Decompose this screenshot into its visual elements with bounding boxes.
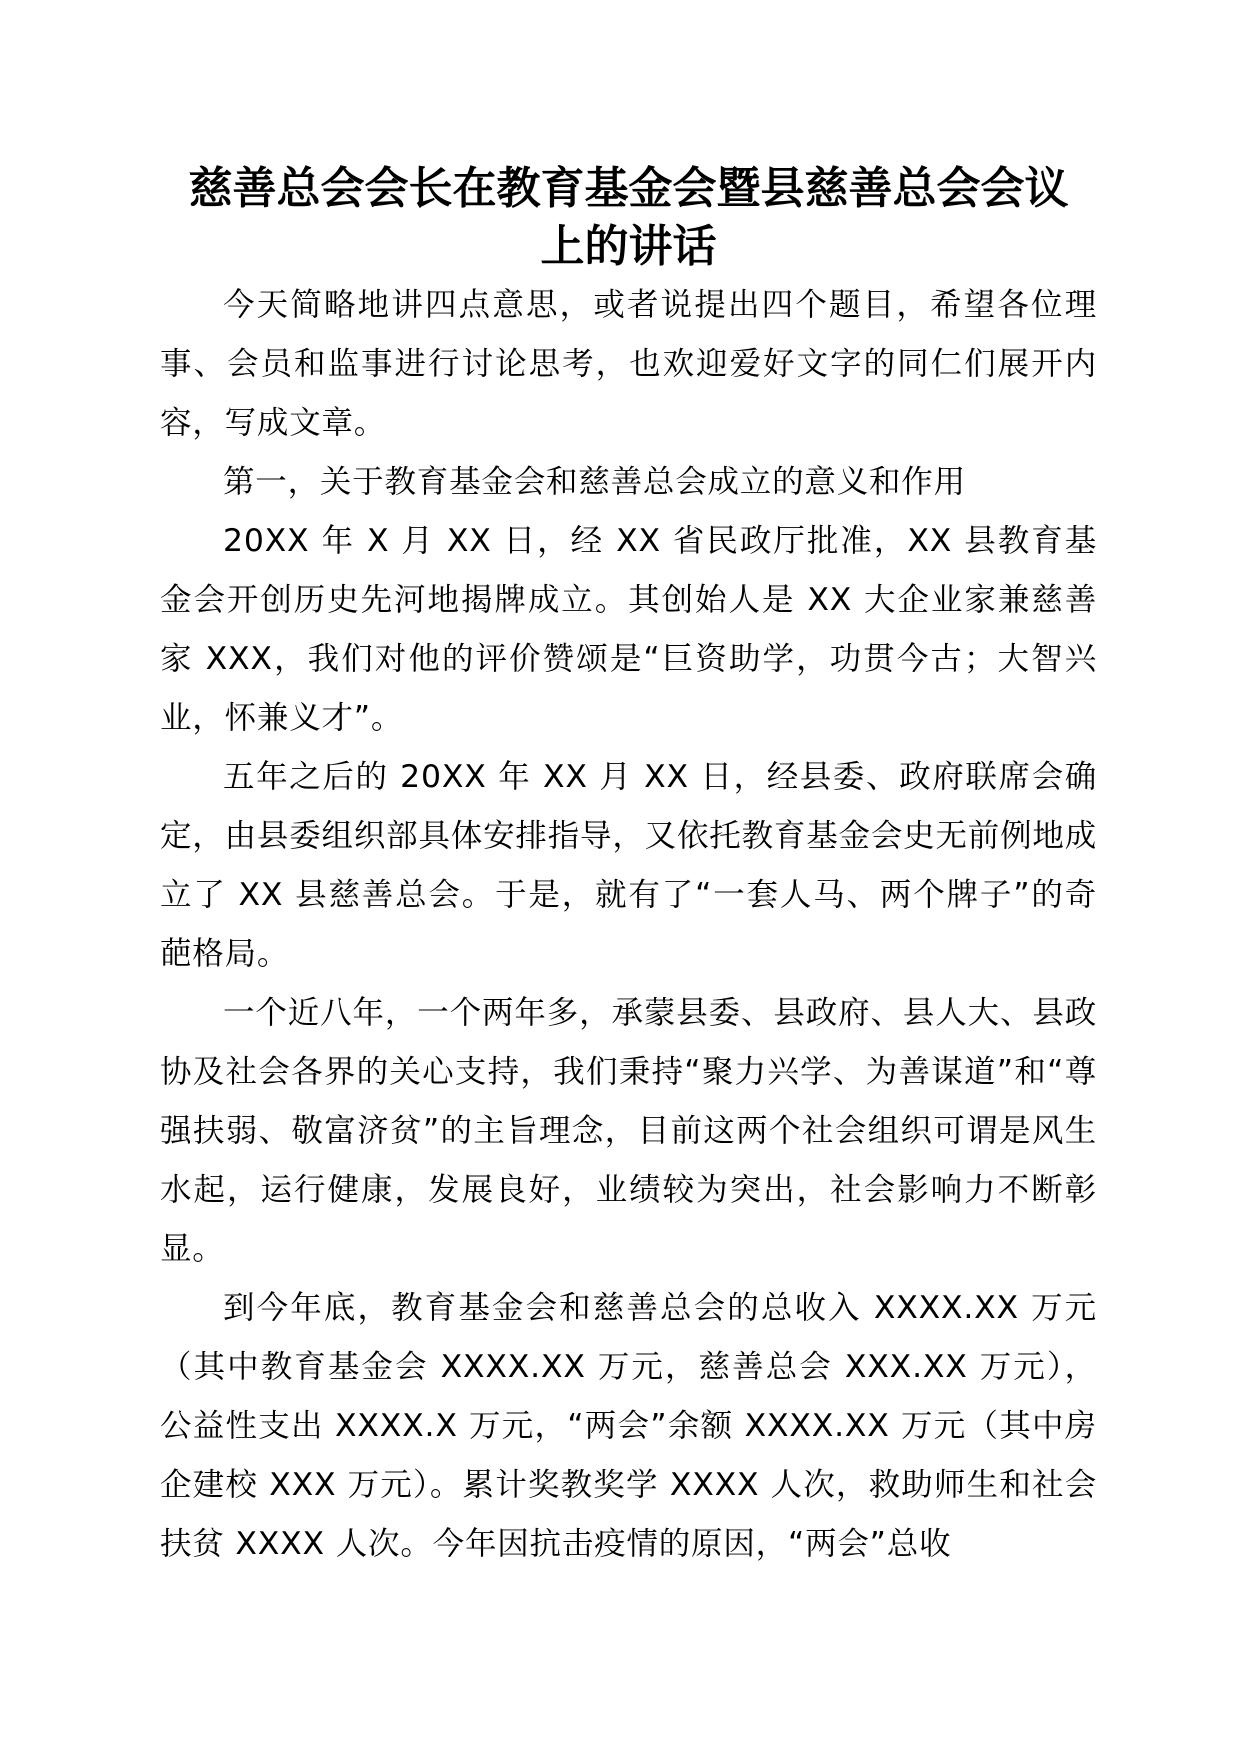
section-heading-1: 第一，关于教育基金会和慈善总会成立的意义和作用 bbox=[223, 464, 966, 500]
title-line-1: 慈善总会会长在教育基金会暨县慈善总会会议 bbox=[188, 163, 1069, 214]
document-title bbox=[160, 160, 1097, 276]
paragraph-founding: 20XX 年 X 月 XX 日，经 XX 省民政厅批准，XX 县教育基金会开创历史先河地揭牌成立。其创始人是 XX 大企业家兼慈善家 XXX，我们对他的评价赞颂是“巨资助学，功贯今古；大智兴业，怀兼义才”。 bbox=[160, 523, 1097, 736]
paragraph-finances: 到今年底，教育基金会和慈善总会的总收入 XXXX.XX 万元（其中教育基金会 XXXX.XX 万元，慈善总会 XXX.XX 万元），公益性支出 XXXX.X 万元，“两会”余额 XXXX.XX 万元（其中房企建校 XXX 万元）。累计奖教奖学 XXXX 人次，救助师生和社会扶贫 XXXX 人次。今年因抗击疫情的原因，“两会”总收 bbox=[160, 1290, 1097, 1562]
title-line-2: 上的讲话 bbox=[540, 221, 717, 272]
paragraph-charity-founding: 五年之后的 20XX 年 XX 月 XX 日，经县委、政府联席会确定，由县委组织部具体安排指导，又依托教育基金会史无前例地成立了 XX 县慈善总会。于是，就有了“一套人马、两个牌子”的奇葩格局。 bbox=[160, 759, 1097, 972]
paragraph-development: 一个近八年，一个两年多，承蒙县委、县政府、县人大、县政协及社会各界的关心支持，我们秉持“聚力兴学、为善谋道”和“尊强扶弱、敬富济贫”的主旨理念，目前这两个社会组织可谓是风生水起，运行健康，发展良好，业绩较为突出，社会影响力不断彰显。 bbox=[160, 995, 1097, 1267]
paragraph-intro: 今天简略地讲四点意思，或者说提出四个题目，希望各位理事、会员和监事进行讨论思考，也欢迎爱好文字的同仁们展开内容，写成文章。 bbox=[160, 287, 1097, 441]
